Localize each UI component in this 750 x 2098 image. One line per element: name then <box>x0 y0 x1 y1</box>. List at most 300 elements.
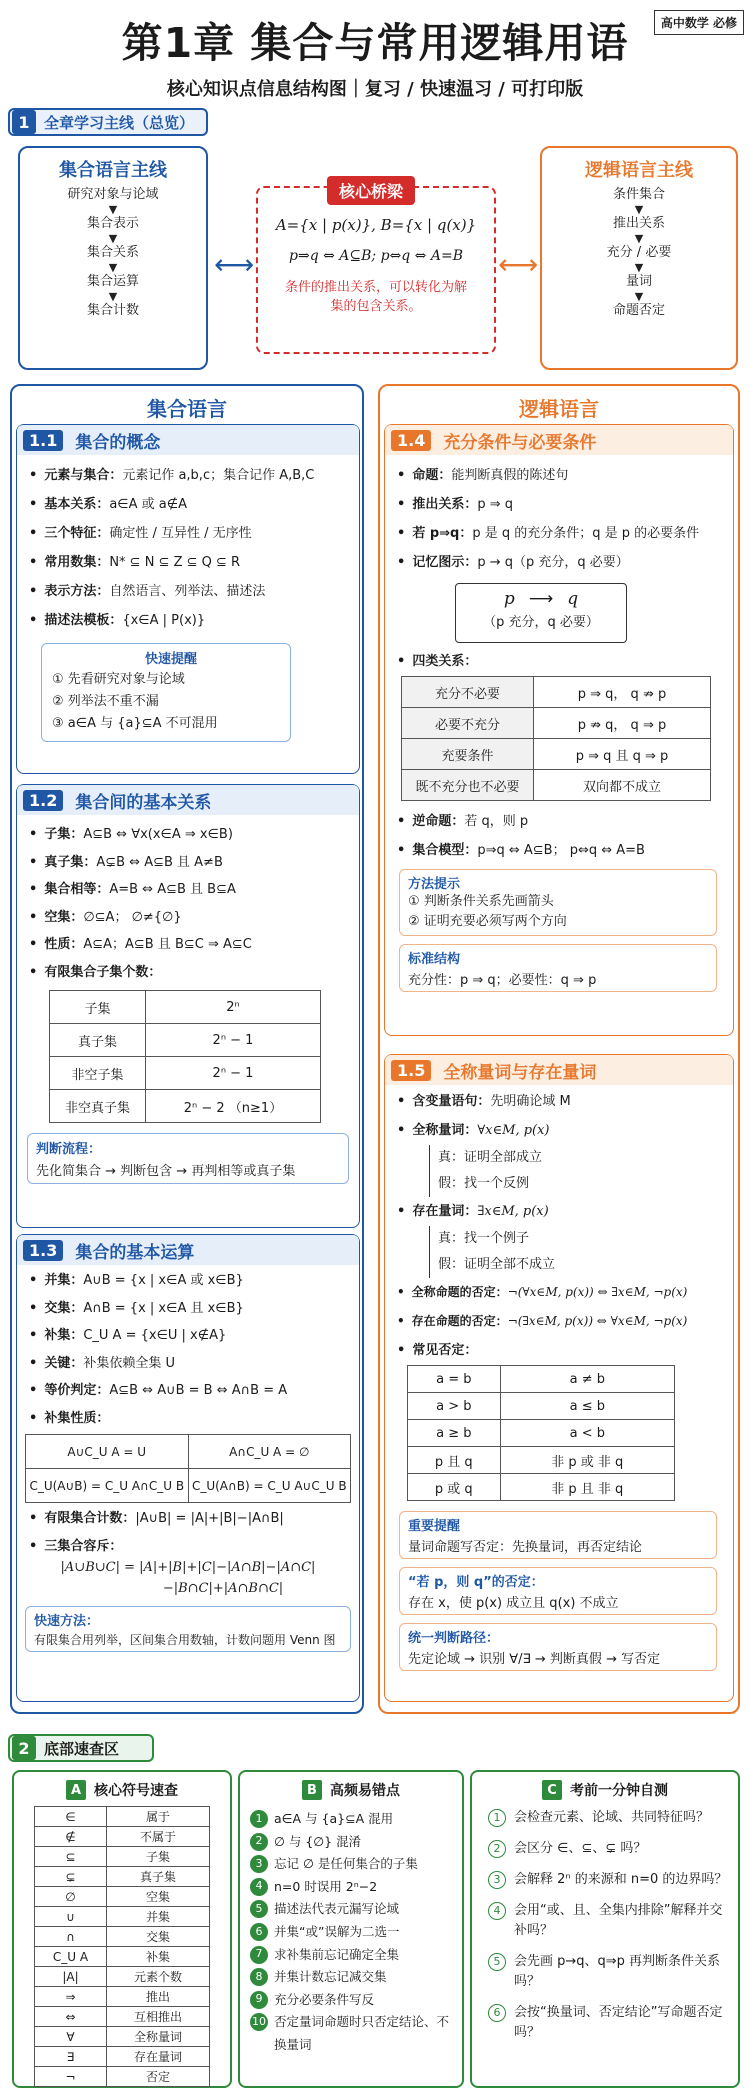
concept-item <box>29 577 359 606</box>
section-1-4-list <box>385 461 733 577</box>
condition-item-text: p ⇒ q <box>477 497 513 512</box>
section-1-5-list-c <box>385 1278 733 1365</box>
complement-prop-cell: A∪C_U A = U <box>26 1435 189 1469</box>
symbol-cell: ∃ <box>35 2047 107 2067</box>
universal-true-text: 真：证明全部成立 <box>438 1150 543 1165</box>
negation-cell: a > b <box>408 1393 501 1420</box>
column-c-letter: C <box>542 1780 562 1800</box>
column-b-letter: B <box>302 1780 322 1800</box>
column-a-letter: A <box>66 1780 86 1800</box>
section-1-4-list-2 <box>385 807 733 865</box>
standard-structure-text: 充分性：p ⇒ q；必要性：q ⇒ p <box>408 973 597 988</box>
section-1-1-number: 1.1 <box>23 430 63 451</box>
condition-item-2-text: p⇒q ⇔ A⊆B； p⇔q ⇔ A=B <box>477 843 645 858</box>
inclusion-exclusion-line-2: −|B∩C|+|A∩B∩C| <box>162 1581 284 1596</box>
concept-item-label: 元素与集合： <box>44 468 123 483</box>
common-mistakes-column <box>238 1770 464 2088</box>
quick-method-tip <box>25 1606 351 1652</box>
operation-item-label: 补集性质： <box>44 1410 110 1426</box>
mistake-item <box>250 1853 456 1876</box>
universal-negation-text: ¬(∀x∈M, p(x)) ⇔ ∃x∈M, ¬p(x) <box>507 1285 688 1299</box>
set-mainline-item: 集合计数 <box>86 303 139 318</box>
symbol-cell: 真子集 <box>107 1867 210 1887</box>
condition-item-label: 若 p⇒q： <box>412 526 473 541</box>
quick-method-text: 有限集合用列举，区间集合用数轴，计数问题用 Venn 图 <box>34 1633 336 1647</box>
down-arrow-icon: ▼ <box>108 261 118 274</box>
self-test-number: 5 <box>488 1953 506 1971</box>
existential-quantifier-label: 存在量词： <box>412 1204 478 1219</box>
subset-count-cell: 2ⁿ − 2 （n≥1） <box>146 1090 321 1123</box>
symbol-cell: 交集 <box>107 1927 210 1947</box>
logic-mainline-flow <box>542 186 736 320</box>
condition-relation-cell: p ⇒ q， q ⇏ p <box>534 677 711 708</box>
operation-item <box>29 1377 359 1405</box>
mistake-number: 6 <box>250 1923 268 1941</box>
operation-item <box>29 1350 359 1378</box>
symbol-cell: ¬ <box>35 2067 107 2087</box>
concept-item-label: 表示方法： <box>44 584 110 599</box>
section-2-label: 底部速查区 <box>44 1739 120 1758</box>
symbol-cell: 推出 <box>107 1987 210 2007</box>
section-1-5-title: 全称量词与存在量词 <box>443 1062 597 1083</box>
symbol-cell: ∩ <box>35 1927 107 1947</box>
self-test-item <box>488 2003 728 2043</box>
section-1-2-header <box>17 785 359 815</box>
operation-item-text: A∩B = {x | x∈A 且 x∈B} <box>83 1300 244 1316</box>
universal-true-false <box>429 1145 733 1197</box>
judge-flow-text: 先化简集合 → 判断包含 → 再判相等或真子集 <box>36 1164 296 1179</box>
mistake-text: 并集计数忘记减交集 <box>274 1969 387 1985</box>
mistake-item <box>250 1989 456 2012</box>
condition-item-label: 记忆图示： <box>412 555 478 570</box>
condition-relation-cell: p ⇒ q 且 q ⇒ p <box>534 739 711 770</box>
existential-negation-label: 存在命题的否定： <box>411 1314 508 1328</box>
mistake-item <box>250 1876 456 1899</box>
condition-item <box>397 461 733 490</box>
mistake-number: 7 <box>250 1946 268 1964</box>
operation-item-text: C_U A = {x∈U | x∉A} <box>83 1328 227 1343</box>
double-arrow-right-icon: ⟷ <box>498 248 539 281</box>
relation-item-label: 空集： <box>44 909 84 925</box>
negation-cell: p 且 q <box>408 1447 501 1474</box>
symbol-row <box>35 2027 210 2047</box>
symbol-cell: 不属于 <box>107 1827 210 1847</box>
symbol-cell: ∉ <box>35 1827 107 1847</box>
relation-item <box>29 904 359 932</box>
subset-count-table <box>49 990 321 1123</box>
existential-negation-text: ¬(∃x∈M, p(x)) ⇔ ∀x∈M, ¬p(x) <box>507 1314 688 1328</box>
common-negation-table <box>407 1365 675 1501</box>
concept-item-text: 确定性 / 互异性 / 无序性 <box>109 526 252 541</box>
logic-mainline-item: 充分 / 必要 <box>606 245 672 260</box>
subset-count-row <box>50 1057 321 1090</box>
bridge-note: 条件的推出关系，可以转化为解集的包含关系。 <box>284 280 467 314</box>
logic-mainline-item: 推出关系 <box>612 216 665 231</box>
relation-item <box>29 931 359 959</box>
self-test-list <box>472 1808 738 2043</box>
self-test-number: 3 <box>488 1871 506 1889</box>
section-2-bar <box>8 1734 154 1762</box>
standard-structure-title: 标准结构 <box>408 952 461 967</box>
down-arrow-icon: ▼ <box>108 232 118 245</box>
relation-item <box>29 849 359 877</box>
condition-item-2 <box>397 807 733 836</box>
section-1-1-header <box>17 425 359 455</box>
mistake-item <box>250 1966 456 1989</box>
symbol-cell: 存在量词 <box>107 2047 210 2067</box>
concept-item-label: 三个特征： <box>44 526 110 541</box>
if-then-negation-tip <box>399 1567 717 1615</box>
negation-row <box>408 1447 675 1474</box>
self-test-text: 会先画 p→q、q⇒p 再判断条件关系吗？ <box>514 1954 721 1989</box>
negation-row <box>408 1474 675 1501</box>
symbol-cell: 属于 <box>107 1807 210 1827</box>
condition-relation-row <box>402 770 711 801</box>
operation-item <box>29 1267 359 1295</box>
judge-flow-tip <box>27 1133 349 1184</box>
concept-item <box>29 548 359 577</box>
existential-true-false <box>429 1226 733 1278</box>
quick-reminder-title: 快速提醒 <box>144 652 197 667</box>
section-1-2-number: 1.2 <box>23 790 63 811</box>
mistake-text: 充分必要条件写反 <box>274 1991 375 2007</box>
symbol-reference-column <box>12 1770 232 2088</box>
mistake-text: n=0 时误用 2ⁿ−2 <box>274 1878 378 1894</box>
logic-language-title: 逻辑语言 <box>519 397 599 421</box>
diagram-q: q <box>567 589 579 609</box>
negation-cell: a < b <box>500 1420 674 1447</box>
down-arrow-icon: ▼ <box>634 232 644 245</box>
symbol-cell: ⇔ <box>35 2007 107 2027</box>
self-test-text: 会区分 ∈、⊆、⊊ 吗？ <box>514 1841 647 1856</box>
mistake-number: 4 <box>250 1878 268 1896</box>
self-test-number: 6 <box>488 2004 506 2022</box>
quick-reminder-item: ① 先看研究对象与论域 <box>52 672 185 687</box>
quick-method-title: 快速方法： <box>34 1614 100 1629</box>
subset-count-row <box>50 1024 321 1057</box>
relation-item-text: A⊆B ⇔ ∀x(x∈A ⇒ x∈B) <box>83 827 233 842</box>
mistake-text: 并集“或”误解为二选一 <box>274 1923 400 1939</box>
self-test-item <box>488 1870 728 1890</box>
down-arrow-icon: ▼ <box>634 203 644 216</box>
mistake-item <box>250 1831 456 1854</box>
symbol-cell: 空集 <box>107 1887 210 1907</box>
concept-item <box>29 490 359 519</box>
symbol-row <box>35 1967 210 1987</box>
symbol-cell: C_U A <box>35 1947 107 1967</box>
concept-item-label: 描述法模板： <box>44 613 123 628</box>
operation-item-text: A⊆B ⇔ A∪B = B ⇔ A∩B = A <box>109 1383 288 1398</box>
relation-item <box>29 959 359 987</box>
condition-relation-cell: 必要不充分 <box>402 708 534 739</box>
counting-item <box>29 1505 359 1533</box>
relation-item-label: 性质： <box>44 937 84 952</box>
logic-mainline-item: 命题否定 <box>612 303 665 318</box>
section-1-1-list <box>17 461 359 635</box>
section-1-3-number: 1.3 <box>23 1240 63 1261</box>
negation-cell: a ≥ b <box>408 1420 501 1447</box>
relation-item-text: A⊊B ⇔ A⊆B 且 A≠B <box>96 854 223 870</box>
condition-relation-cell: 既不充分也不必要 <box>402 770 534 801</box>
method-tip-item: ① 判断条件关系先画箭头 <box>408 894 554 909</box>
symbol-cell: |A| <box>35 1967 107 1987</box>
four-relations-list <box>385 647 733 676</box>
section-1-5-list <box>385 1087 733 1145</box>
section-1-3 <box>16 1234 360 1702</box>
negation-cell: 非 p 且 非 q <box>500 1474 674 1501</box>
universal-quantifier-label: 全称量词： <box>412 1123 478 1138</box>
operation-item <box>29 1295 359 1323</box>
important-reminder-text: 量词命题写否定：先换量词，再否定结论 <box>408 1540 643 1555</box>
mistake-text: 求补集前忘记确定全集 <box>274 1946 400 1962</box>
subset-count-cell: 真子集 <box>50 1024 146 1057</box>
logic-mainline-title: 逻辑语言主线 <box>585 160 693 181</box>
logic-mainline-box <box>540 146 738 370</box>
symbol-row <box>35 1867 210 1887</box>
counting-item-label: 三集合容斥： <box>44 1538 123 1554</box>
self-test-item <box>488 1952 728 1992</box>
concept-item-text: N* ⊆ N ⊆ Z ⊆ Q ⊆ R <box>109 555 241 570</box>
relation-item-label: 集合相等： <box>44 882 110 897</box>
if-then-negation-text: 存在 x，使 p(x) 成立且 q(x) 不成立 <box>408 1596 619 1611</box>
important-reminder-tip <box>399 1511 717 1559</box>
complement-prop-cell: C_U(A∪B) = C_U A∩C_U B <box>26 1469 189 1503</box>
symbol-cell: ⊊ <box>35 1867 107 1887</box>
mistake-number: 10 <box>250 2013 268 2031</box>
symbol-cell: 子集 <box>107 1847 210 1867</box>
universal-false-text: 假：找一个反例 <box>438 1176 530 1191</box>
counting-item-label: 有限集合计数： <box>44 1511 136 1526</box>
operation-item-text: A∪B = {x | x∈A 或 x∈B} <box>83 1273 244 1288</box>
complement-prop-row <box>26 1469 351 1503</box>
grade-tag: 高中数学 必修 <box>654 10 744 35</box>
subset-count-row <box>50 991 321 1024</box>
self-test-number: 4 <box>488 1902 506 1920</box>
concept-item <box>29 606 359 635</box>
quick-reminder-item: ② 列举法不重不漏 <box>52 694 159 709</box>
complement-props-table <box>25 1434 351 1503</box>
inclusion-exclusion-line-1: |A∪B∪C| = |A|+|B|+|C|−|A∩B|−|A∩C| <box>60 1560 316 1575</box>
core-bridge-box <box>256 186 496 354</box>
negation-cell: a = b <box>408 1366 501 1393</box>
symbol-row <box>35 1887 210 1907</box>
unified-path-text: 先定论域 → 识别 ∀/∃ → 判断真假 → 写否定 <box>408 1652 661 1667</box>
set-mainline-item: 集合运算 <box>86 274 139 289</box>
mistake-item <box>250 1808 456 1831</box>
subset-count-cell: 2ⁿ − 1 <box>146 1024 321 1057</box>
condition-relation-row <box>402 739 711 770</box>
concept-item-text: a∈A 或 a∉A <box>109 497 187 512</box>
unified-path-title: 统一判断路径： <box>408 1631 500 1646</box>
concept-item-text: 自然语言、列举法、描述法 <box>109 584 266 599</box>
mistake-text: ∅ 与 {∅} 混淆 <box>274 1833 362 1849</box>
if-then-negation-title: “若 p，则 q”的否定： <box>408 1575 544 1590</box>
mistake-text: a∈A 与 {a}⊆A 混用 <box>274 1811 394 1826</box>
logic-mainline-item: 量词 <box>625 274 652 289</box>
counting-item <box>29 1533 359 1561</box>
self-test-number: 1 <box>488 1809 506 1827</box>
section-1-5-number: 1.5 <box>391 1060 431 1081</box>
symbol-row <box>35 1807 210 1827</box>
column-b-header <box>240 1780 462 1800</box>
concept-item-label: 基本关系： <box>44 497 110 512</box>
page-title: 第1章 集合与常用逻辑用语 <box>121 19 629 67</box>
condition-item <box>397 490 733 519</box>
column-b-title: 高频易错点 <box>330 1783 400 1799</box>
self-test-item <box>488 1901 728 1941</box>
condition-item-text: p 是 q 的充分条件；q 是 p 的必要条件 <box>472 526 700 541</box>
mistake-text: 忘记 ∅ 是任何集合的子集 <box>274 1856 418 1872</box>
variable-sentence-text: 先明确论域 M <box>490 1094 571 1109</box>
concept-item <box>29 461 359 490</box>
symbol-row <box>35 1907 210 1927</box>
mistake-item <box>250 2011 456 2056</box>
bridge-formula-2: p⇒q ⇔ A⊆B; p⇔q ⇔ A=B <box>289 248 463 264</box>
condition-item-2-text: 若 q，则 p <box>464 814 529 829</box>
section-1-3-list-2 <box>17 1505 359 1560</box>
section-1-5 <box>384 1054 734 1702</box>
symbol-row <box>35 2047 210 2067</box>
relation-item-text: A=B ⇔ A⊆B 且 B⊆A <box>109 882 236 897</box>
symbol-cell: ∅ <box>35 1887 107 1907</box>
diagram-note: （p 充分，q 必要） <box>483 615 599 630</box>
logic-mainline-item: 条件集合 <box>612 187 665 202</box>
complement-prop-cell: C_U(A∩B) = C_U A∪C_U B <box>188 1469 351 1503</box>
mistake-number: 1 <box>250 1810 268 1828</box>
symbol-cell: 互相推出 <box>107 2007 210 2027</box>
symbol-row <box>35 1987 210 2007</box>
down-arrow-icon: ▼ <box>634 261 644 274</box>
set-mainline-box <box>18 146 208 370</box>
negation-cell: a ≠ b <box>500 1366 674 1393</box>
relation-item-text: ∅⊆A； ∅≠{∅} <box>83 909 182 925</box>
relation-item-label: 真子集： <box>44 854 97 870</box>
condition-relation-cell: 充分不必要 <box>402 677 534 708</box>
mistakes-list <box>240 1808 462 2057</box>
judge-flow-title: 判断流程： <box>36 1142 102 1157</box>
negation-cell: 非 p 或 非 q <box>500 1447 674 1474</box>
bridge-formula-1: A={x | p(x)}, B={x | q(x)} <box>275 216 477 234</box>
section-1-bar <box>8 108 208 136</box>
symbol-row <box>35 1947 210 1967</box>
method-tip-title: 方法提示 <box>408 877 461 892</box>
negation-row <box>408 1420 675 1447</box>
column-a-header <box>14 1780 230 1800</box>
mistake-item <box>250 1898 456 1921</box>
important-reminder-title: 重要提醒 <box>408 1519 461 1534</box>
operation-item <box>29 1405 359 1433</box>
subset-count-cell: 非空真子集 <box>50 1090 146 1123</box>
unified-path-tip <box>399 1623 717 1671</box>
complement-prop-row <box>26 1435 351 1469</box>
negation-row <box>408 1393 675 1420</box>
symbol-cell: 全称量词 <box>107 2027 210 2047</box>
condition-relation-row <box>402 677 711 708</box>
counting-item-text: |A∪B| = |A|+|B|−|A∩B| <box>135 1511 284 1526</box>
self-test-number: 2 <box>488 1840 506 1858</box>
symbol-row <box>35 2007 210 2027</box>
self-test-column <box>470 1770 740 2088</box>
double-arrow-left-icon: ⟷ <box>214 248 255 281</box>
mistake-number: 5 <box>250 1900 268 1918</box>
condition-item-2-label: 集合模型： <box>412 843 478 858</box>
condition-item-label: 推出关系： <box>412 497 478 512</box>
section-1-1-title: 集合的概念 <box>75 432 161 453</box>
operation-item-label: 关键： <box>44 1355 84 1371</box>
subset-count-cell: 2ⁿ − 1 <box>146 1057 321 1090</box>
condition-item-2 <box>397 836 733 865</box>
set-language-title: 集合语言 <box>147 397 227 421</box>
universal-negation-label: 全称命题的否定： <box>411 1285 508 1299</box>
column-c-title: 考前一分钟自测 <box>570 1783 668 1799</box>
standard-structure-tip <box>399 944 717 992</box>
section-1-number: 1 <box>12 110 36 134</box>
negation-row <box>408 1366 675 1393</box>
condition-item <box>397 548 733 577</box>
operation-item-label: 等价判定： <box>44 1383 110 1398</box>
symbol-row <box>35 1927 210 1947</box>
mistake-item <box>250 1921 456 1944</box>
concept-item-label: 常用数集： <box>44 555 110 570</box>
self-test-item <box>488 1839 728 1859</box>
self-test-text: 会检查元素、论域、共同特征吗？ <box>514 1810 710 1825</box>
condition-item-2-label: 逆命题： <box>412 814 465 829</box>
memory-diagram <box>455 583 627 643</box>
quick-reminder-items <box>52 669 290 735</box>
condition-item-text: 能判断真假的陈述句 <box>451 468 569 483</box>
relation-item-label: 子集： <box>44 827 84 842</box>
existential-quantifier-text: ∃x∈M, p(x) <box>477 1204 549 1219</box>
symbol-table <box>34 1806 210 2087</box>
existential-true-text: 真：找一个例子 <box>438 1231 530 1246</box>
negation-cell: a ≤ b <box>500 1393 674 1420</box>
condition-relation-row <box>402 708 711 739</box>
symbol-cell: 补集 <box>107 1947 210 1967</box>
relation-item <box>29 876 359 904</box>
mistake-text: 描述法代表元漏写论域 <box>274 1901 400 1917</box>
set-mainline-item: 集合表示 <box>86 216 139 231</box>
operation-item-text: 补集依赖全集 U <box>83 1355 175 1371</box>
mistake-number: 3 <box>250 1855 268 1873</box>
variable-sentence-label: 含变量语句： <box>412 1094 491 1109</box>
page-subtitle: 核心知识点信息结构图｜复习 / 快速温习 / 可打印版 <box>166 79 584 100</box>
universal-quantifier-text: ∀x∈M, p(x) <box>477 1123 550 1138</box>
set-mainline-item: 研究对象与论域 <box>67 187 159 202</box>
condition-relation-cell: 双向都不成立 <box>534 770 711 801</box>
symbol-cell: ⊆ <box>35 1847 107 1867</box>
section-1-5-header <box>385 1055 733 1085</box>
section-1-3-header <box>17 1235 359 1265</box>
symbol-row <box>35 1847 210 1867</box>
section-1-4 <box>384 424 734 1036</box>
section-2-number: 2 <box>12 1736 36 1760</box>
section-1-2 <box>16 784 360 1228</box>
set-mainline-title: 集合语言主线 <box>59 160 167 181</box>
operation-item <box>29 1322 359 1350</box>
concept-item-text: 元素记作 a,b,c；集合记作 A,B,C <box>122 468 315 483</box>
section-1-5-list-b <box>385 1197 733 1226</box>
section-1-2-title: 集合间的基本关系 <box>75 792 212 813</box>
quick-reminder-item: ③ a∈A 与 {a}⊆A 不可混用 <box>52 716 218 731</box>
symbol-cell: 否定 <box>107 2067 210 2087</box>
condition-item <box>397 519 733 548</box>
mistake-number: 8 <box>250 1968 268 1986</box>
set-mainline-item: 集合关系 <box>86 245 139 260</box>
subset-count-cell: 子集 <box>50 991 146 1024</box>
method-tip-item: ② 证明充要必须写两个方向 <box>408 914 567 929</box>
method-tip-items <box>408 892 708 932</box>
relation-item <box>29 821 359 849</box>
